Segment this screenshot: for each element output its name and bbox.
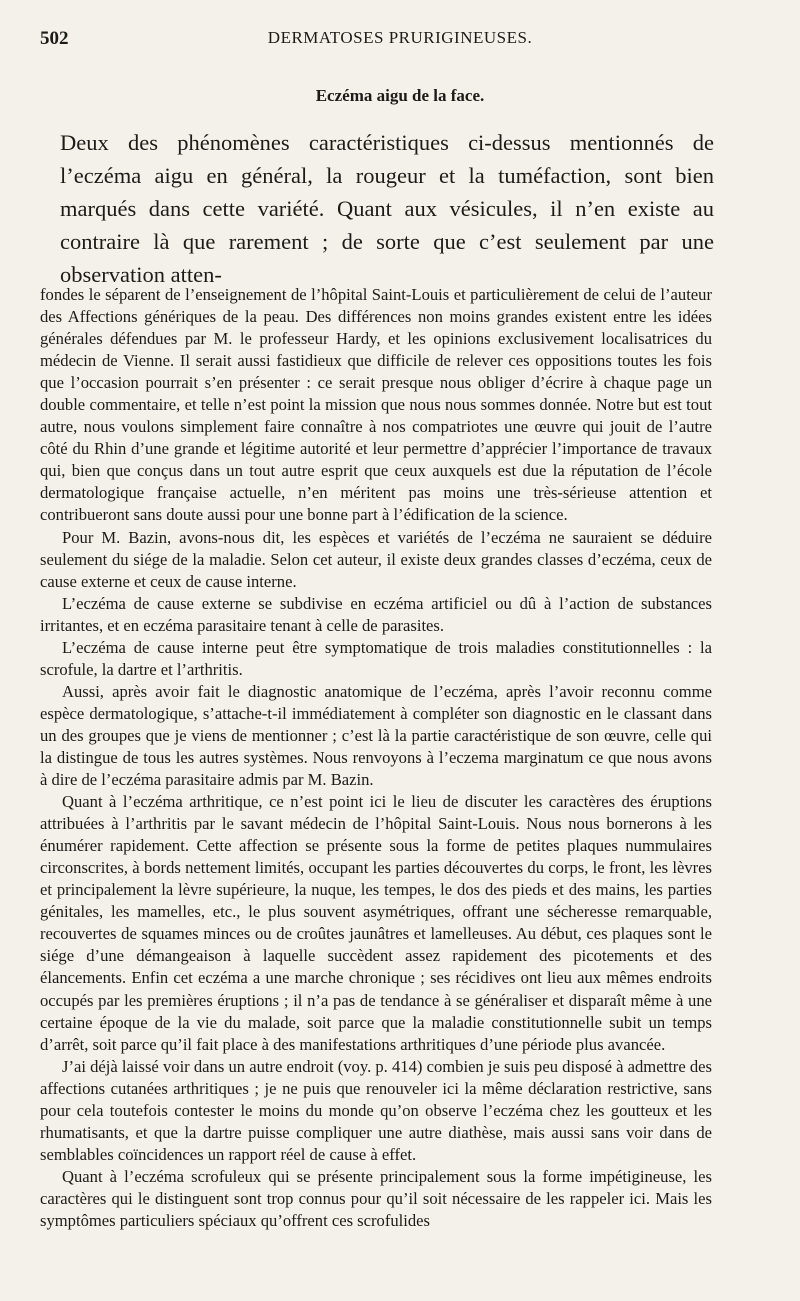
paragraph: Pour M. Bazin, avons-nous dit, les espèces et variétés de l’eczéma ne sauraient se déduire seulement du siége de la maladie. Selon cet auteur, il existe deux grandes classes d’eczéma, ceux de cause externe et ceux de cause interne. — [40, 527, 712, 591]
paragraph-continuation: fondes le séparent de l’enseignement de l’hôpital Saint-Louis et particulièrement de celui de l’auteur des Affections génériques de la peau. Des différences non moins grandes existent entre les idées générales défendues par M. le professeur Hardy, et les opinions exclusivement localisatrices du médecin de Vienne. Il serait aussi fastidieux que difficile de relever ces oppositions toutes les fois que l’occasion pourrait s’en présenter : ce serait presque nous obliger d’écrire à chaque page un double commentaire, et telle n’est point la mission que nous nous sommes donnée. Notre but est tout autre, nous voulons simplement faire connaître à nos compatriotes une œuvre qui jouit de l’autre côté du Rhin d’une grande et légitime autorité et leur permettre d’apprécier l’importance de travaux qui, bien que conçus dans un tout autre esprit que ceux auxquels est due la réputation de l’école dermatologique française actuelle, n’en méritent pas moins une très-sérieuse attention et contribueront sans doute aussi pour une bonne part à l’édification de la science. — [40, 285, 712, 525]
running-title: DERMATOSES PRURIGINEUSES. — [267, 28, 533, 47]
section-title: Eczéma aigu de la face. — [315, 86, 485, 105]
paragraph: J’ai déjà laissé voir dans un autre endroit (voy. p. 414) combien je suis peu disposé à admettre des affections cutanées arthritiques ; je ne puis que renouveler ici la même déclaration restrictive, sans pour cela toutefois contester le moins du monde qu’on observe l’eczéma chez les goutteux et les rhumatisants, et que la dartre puisse compliquer une autre diathèse, mais aussi sans voir dans de semblables coïncidences un rapport réel de cause à effet. — [40, 1056, 712, 1164]
page-number: 502 — [40, 28, 69, 49]
paragraph: L’eczéma de cause externe se subdivise en eczéma artificiel ou dû à l’action de substances irritantes, et en eczéma parasitaire tenant à celle de parasites. — [40, 593, 712, 635]
paragraph: Quant à l’eczéma scrofuleux qui se présente principalement sous la forme impétigineuse, les caractères qui le distinguent sont trop connus pour qu’il soit nécessaire de les rappeler ici. Mais les symptômes particuliers spéciaux qu’offrent ces scrofulides — [40, 1166, 712, 1230]
paragraph: L’eczéma de cause interne peut être symptomatique de trois maladies constitutionnelles : la scrofule, la dartre et l’arthritis. — [40, 637, 712, 679]
body-text — [40, 284, 712, 1232]
running-head — [40, 28, 760, 52]
large-print-paragraph: Deux des phénomènes caractéristiques ci-dessus mentionnés de l’eczéma aigu en général, la rougeur et la tuméfaction, sont bien marqués dans cette variété. Quant aux vésicules, il n’en existe au contraire là que rarement ; de sorte que c’est seulement par une observation atten- — [60, 130, 714, 287]
paragraph: Aussi, après avoir fait le diagnostic anatomique de l’eczéma, après l’avoir reconnu comme espèce dermatologique, s’attache-t-il immédiatement à compléter son diagnostic en le classant dans un des groupes que je viens de mentionner ; c’est là la partie caractéristique de son œuvre, celle qui la distingue de tous les autres systèmes. Nous renvoyons à l’eczema marginatum ce que nous avons à dire de l’eczéma parasitaire admis par M. Bazin. — [40, 681, 712, 790]
paragraph: Quant à l’eczéma arthritique, ce n’est point ici le lieu de discuter les caractères des éruptions attribuées à l’arthritis par le savant médecin de l’hôpital Saint-Louis. Nous nous bornerons à les énumérer rapidement. Cette affection se présente sous la forme de petites plaques nummulaires circonscrites, à bords nettement limités, occupant les parties découvertes du corps, le front, les lèvres et principalement la lèvre supérieure, la nuque, les tempes, le dos des pieds et des mains, les parties génitales, les mamelles, etc., le plus souvent asymétriques, offrant une sécheresse remarquable, recouvertes de squames minces ou de croûtes jaunâtres et lamelleuses. Au début, ces plaques sont le siége d’une démangeaison à laquelle succèdent assez rapidement des picotements et des élancements. Enfin cet eczéma a une marche chronique ; ses récidives ont lieu aux mêmes endroits occupés par les premières éruptions ; il n’a pas de tendance à se généraliser et disparaît même à une certaine époque de la vie du malade, soit parce que la maladie constitutionnelle subit un temps d’arrêt, soit parce qu’il fait place à des manifestations arthritiques d’une période plus avancée. — [40, 792, 712, 1054]
